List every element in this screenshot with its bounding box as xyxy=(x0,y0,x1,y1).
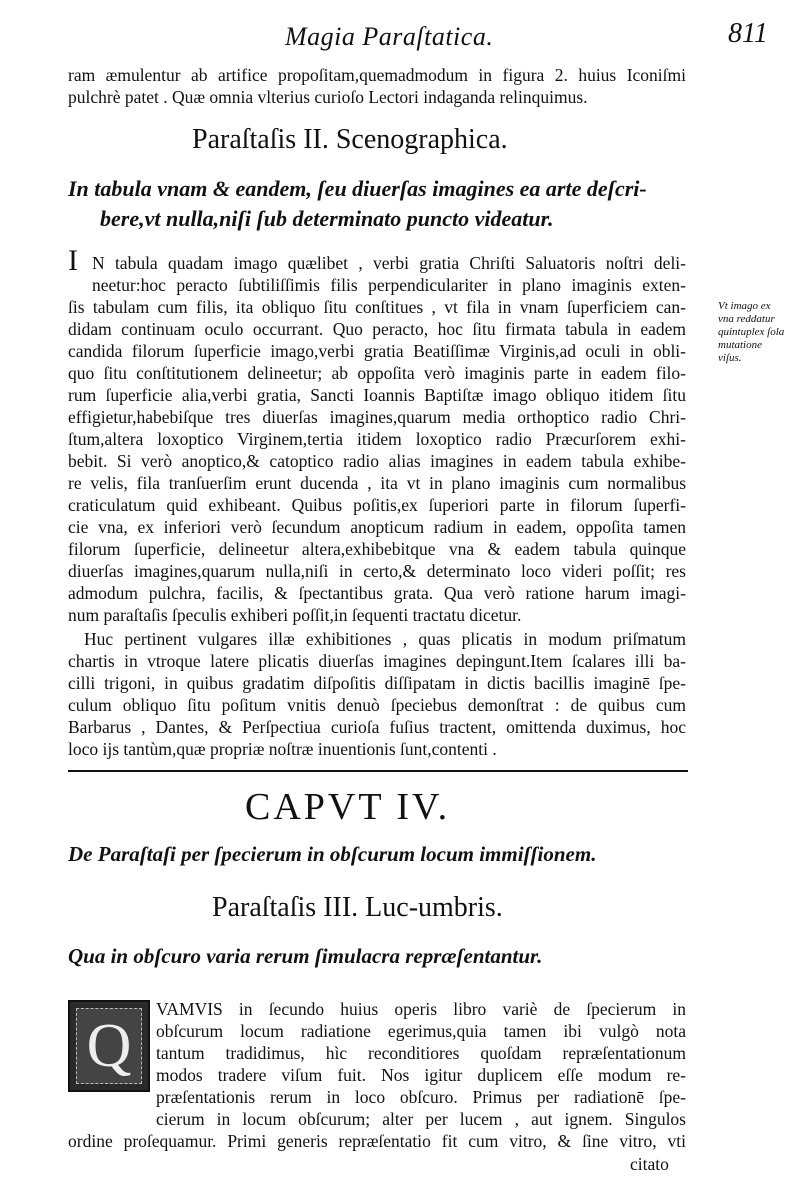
catchword: citato xyxy=(630,1154,669,1174)
dropcap-letter: Q xyxy=(86,1012,132,1080)
body-line: Huc pertinent vulgares illæ exhibitiones , quas plicatis in modum priſmatum xyxy=(84,629,686,649)
ornamental-dropcap xyxy=(68,1000,150,1092)
body-line: cilli trigoni, in quibus gradatim diſpoſitis diſſipatam in dictis bacillis imaginē ſpe- xyxy=(68,673,686,693)
body-line: ordine proſequamur. Primi generis repræſentatio fit cum vitro, & ſine vitro, vti xyxy=(68,1131,686,1151)
body-line: modos tradere viſum fuit. Nos igitur duplicem eſſe modum re- xyxy=(156,1065,686,1085)
section-subtitle: Qua in obſcuro varia rerum ſimulacra repræſentantur. xyxy=(68,944,543,968)
body-line: bebit. Si verò anoptico,& catoptico radio alias imagines in eadem tabula exhibe- xyxy=(68,451,686,471)
body-line: cie vna, ex inferiori verò ſecundum anopticum radium in eadem, oppoſita tamen xyxy=(68,517,686,537)
body-line: ſtum,altera loxoptico Virginem,tertia itidem loxoptico radio Præcurſorem exhi- xyxy=(68,429,686,449)
body-line: craticulatum quid exhibeant. Quibus poſitis,ex ſuperiori parte in filorum ſuperfi- xyxy=(68,495,686,515)
body-line: præſentationis rerum in loco obſcuro. Primus per radiationē ſpe- xyxy=(156,1087,686,1107)
section-heading-luc-umbris: Paraſtaſis III. Luc-umbris. xyxy=(212,892,503,923)
body-line: candida filorum ſuperficie imago,verbi gratia Beatiſſimæ Virginis,ad oculi in obli- xyxy=(68,341,686,361)
chapter-subtitle: De Paraſtaſi per ſpecierum in obſcurum locum immiſſionem. xyxy=(68,842,597,866)
body-line: admodum pulchra, facilis, & ſpectantibus grata. Qua verò ratione harum imagi- xyxy=(68,583,686,603)
body-line: neetur:hoc peracto ſubtiliſſimis filis perpendiculariter in plano imaginis exten- xyxy=(92,275,686,295)
margin-note: Vt imago ex vna reddatur quintuplex ſola mutatione viſus. xyxy=(718,300,785,364)
body-line: Barbarus , Dantes, & Perſpectiua curioſa fuſius tractent, omittenda duximus, hoc xyxy=(68,717,686,737)
initial-letter: I xyxy=(68,244,78,277)
body-line: effigietur,habebiſque tres diuerſas imagines,quarum media orthoptico radio Chri- xyxy=(68,407,686,427)
body-line: filorum ſuperficie, delineetur altera,exhibebitque vna & eadem tabula quinque xyxy=(68,539,686,559)
body-line: diuerſas imagines,quarum nulla,niſi in certo,& determinato loco videri poſſit; res xyxy=(68,561,686,581)
body-line: N tabula quadam imago quælibet , verbi gratia Chriſti Saluatoris noſtri deli- xyxy=(92,253,686,273)
body-line: loco ijs tantùm,quæ propriæ noſtræ inuentionis ſunt,contenti . xyxy=(68,739,497,759)
intro-line: pulchrè patet . Quæ omnia vlterius curioſo Lectori indaganda relinquimus. xyxy=(68,87,588,107)
intro-line: ram æmulentur ab artifice propoſitam,quemadmodum in figura 2. huius Iconiſmi xyxy=(68,65,686,85)
section-heading-scenographica: Paraſtaſis II. Scenographica. xyxy=(192,124,508,155)
body-line: culum obliquo ſitu poſitum vnitis denuò ſpeciebus demonſtrat : de quibus cum xyxy=(68,695,686,715)
body-line: tantum tradidimus, hìc reconditiores quoſdam repræſentationum xyxy=(156,1043,686,1063)
body-line: rum ſuperficie alia,verbi gratia, Sancti Ioannis Baptiſtæ imago obliquo itidem ſitu xyxy=(68,385,686,405)
section-subtitle-line: bere,vt nulla,niſi ſub determinato puncto videatur. xyxy=(100,206,554,231)
body-line: VAMVIS in ſecundo huius operis libro variè de ſpecierum in xyxy=(156,999,686,1019)
section-divider xyxy=(68,770,688,772)
section-subtitle-line: In tabula vnam & eandem, ſeu diuerſas imagines ea arte deſcri- xyxy=(68,176,647,201)
body-line: ſis tabulam cum filis, ita obliquo ſitu conſtitues , vt fila in vnam ſuperficiem can- xyxy=(68,297,686,317)
body-line: didam continuam oculo occurrant. Quo peracto, hoc ſitu firmata tabula in eadem xyxy=(68,319,686,339)
body-line: re velis, fila tranſuerſim erunt ducenda , ita vt in plano imaginis cum normalibus xyxy=(68,473,686,493)
running-title: Magia Paraſtatica. xyxy=(285,22,494,51)
body-line: obſcurum locum radiatione egerimus,quia tamen ibi vulgò nota xyxy=(156,1021,686,1041)
body-line: chartis in vtroque latere plicatis diuerſas imagines depingunt.Item ſcalares illi ba- xyxy=(68,651,686,671)
body-line: cierum in locum obſcurum; alter per lucem , aut ignem. Singulos xyxy=(156,1109,686,1129)
body-line: quo ſitu conſtitutionem delineetur; ab oppoſita verò imaginis parte in eadem filo- xyxy=(68,363,686,383)
chapter-title: CAPVT IV. xyxy=(245,786,451,828)
body-line: num paraſtaſis ſpeculis exhiberi poſſit,in ſequenti tractatu dicetur. xyxy=(68,605,522,625)
page-number: 811 xyxy=(728,18,768,49)
